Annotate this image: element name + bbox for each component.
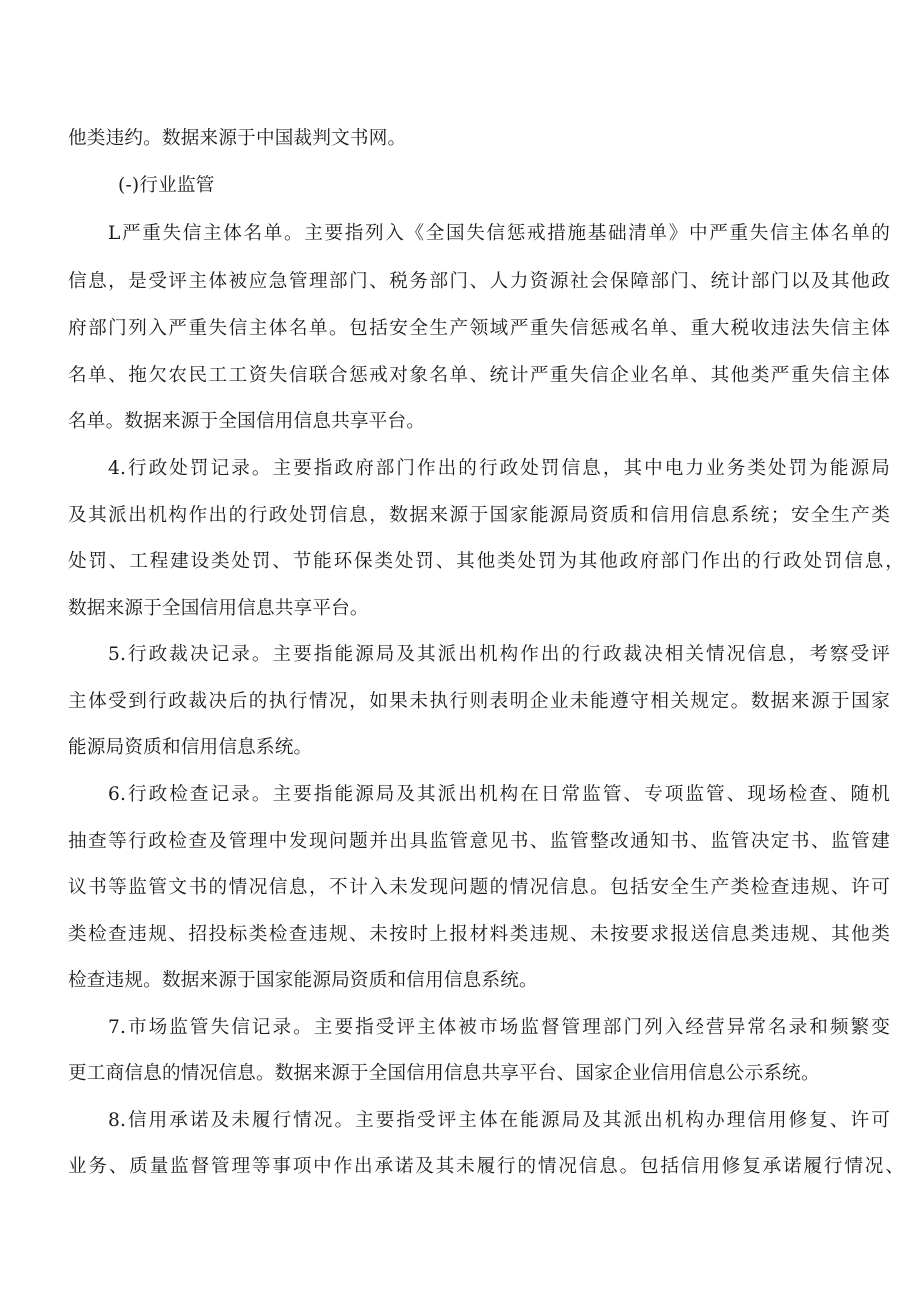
text-line: L严重失信主体名单。主要指列入《全国失信惩戒措施基础清单》中严重失信主体名单的 — [108, 223, 890, 244]
text-line-content: 更工商信息的情况信息。数据来源于全国信用信息共享平台、国家企业信用信息公示系统。 — [68, 1063, 820, 1084]
text-line: 4.行政处罚记录。主要指政府部门作出的行政处罚信息，其中电力业务类处罚为能源局 — [108, 458, 890, 479]
text-line: 抽查等行政检查及管理中发现问题并出具监管意见书、监管整改通知书、监管决定书、监管建 — [68, 831, 890, 852]
text-line — [68, 1054, 868, 1094]
text-line-content: 检查违规。数据来源于国家能源局资质和信用信息系统。 — [68, 970, 538, 991]
text-line: 业务、质量监督管理等事项中作出承诺及其未履行的情况信息。包括信用修复承诺履行情况、 — [68, 1156, 904, 1177]
text-line: 名单、拖欠农民工工资失信联合惩戒对象名单、统计严重失信企业名单、其他类严重失信主体 — [68, 365, 890, 386]
text-line-content: 名单。数据来源于全国信用信息共享平台。 — [68, 411, 426, 432]
section-heading — [118, 166, 318, 206]
text-line: 主体受到行政裁决后的执行情况，如果未执行则表明企业未能遵守相关规定。数据来源于国家 — [68, 691, 890, 712]
text-line: 8.信用承诺及未履行情况。主要指受评主体在能源局及其派出机构办理信用修复、许可 — [108, 1110, 890, 1131]
text-line — [68, 589, 468, 629]
section-heading-text: (-)行业监管 — [118, 175, 215, 196]
text-line-content: 他类违约。数据来源于中国裁判文书网。 — [68, 128, 407, 149]
text-line — [68, 402, 468, 442]
text-line: 信息，是受评主体被应急管理部门、税务部门、人力资源社会保障部门、统计部门以及其他政 — [68, 271, 890, 292]
text-line — [68, 728, 368, 768]
text-line: 5.行政裁决记录。主要指能源局及其派出机构作出的行政裁决相关情况信息，考察受评 — [108, 644, 890, 665]
text-line — [68, 119, 428, 159]
text-line: 府部门列入严重失信主体名单。包括安全生产领域严重失信惩戒名单、重大税收违法失信主体 — [68, 318, 890, 339]
text-line: 类检查违规、招投标类检查违规、未按时上报材料类违规、未按要求报送信息类违规、其他类 — [68, 924, 890, 945]
text-line-content: 数据来源于全国信用信息共享平台。 — [68, 598, 369, 619]
text-line: 处罚、工程建设类处罚、节能环保类处罚、其他类处罚为其他政府部门作出的行政处罚信息， — [68, 551, 904, 572]
text-line: 议书等监管文书的情况信息，不计入未发现问题的情况信息。包括安全生产类检查违规、许可 — [68, 877, 890, 898]
text-line-content: 能源局资质和信用信息系统。 — [68, 737, 313, 758]
text-line: 及其派出机构作出的行政处罚信息，数据来源于国家能源局资质和信用信息系统；安全生产类 — [68, 505, 890, 526]
text-line: 6.行政检查记录。主要指能源局及其派出机构在日常监管、专项监管、现场检查、随机 — [108, 784, 890, 805]
text-line: 7.市场监管失信记录。主要指受评主体被市场监督管理部门列入经营异常名录和频繁变 — [108, 1017, 890, 1038]
text-line — [68, 961, 568, 1001]
